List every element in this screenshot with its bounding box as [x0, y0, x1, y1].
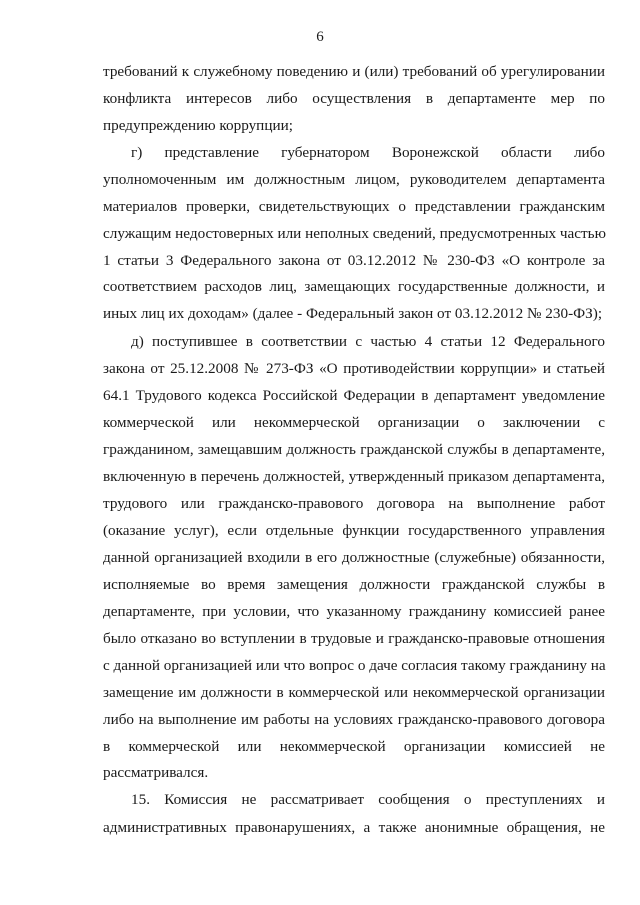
text-line: либо на выполнение им работы на условиях гражданско-правового договора	[103, 711, 605, 728]
text-line: данной организацией входили в его должностные (служебные) обязанности,	[103, 549, 605, 566]
text-line: 64.1 Трудового кодекса Российской Федерации в департамент уведомление	[103, 387, 605, 404]
page-number: 6	[316, 29, 324, 45]
text-line: иных лиц их доходам» (далее - Федеральный закон от 03.12.2012 № 230-ФЗ);	[103, 305, 603, 322]
text-line: рассматривался.	[103, 764, 209, 781]
text-line: с данной организацией или что вопрос о даче согласия такому гражданину на	[103, 657, 606, 674]
text-line: соответствием расходов лиц, замещающих государственные должности, и	[103, 278, 605, 295]
text-line: д) поступившее в соответствии с частью 4 статьи 12 Федерального	[131, 333, 605, 350]
text-line: административных правонарушениях, а также анонимные обращения, не	[103, 819, 605, 836]
text-line: служащим недостоверных или неполных сведений, предусмотренных частью	[103, 225, 606, 242]
text-line: конфликта интересов либо осуществления в департаменте мер по	[103, 90, 605, 107]
text-line: замещение им должности в коммерческой или некоммерческой организации	[103, 684, 605, 701]
text-line: (оказание услуг), если отдельные функции государственного управления	[103, 522, 605, 539]
text-line: требований к служебному поведению и (или) требований об урегулировании	[103, 63, 605, 80]
text-line: гражданином, замещавшим должность гражданской службы в департаменте,	[103, 441, 605, 458]
text-line: было отказано во вступлении в трудовые и гражданско-правовые отношения	[103, 630, 605, 647]
text-line: включенную в перечень должностей, утвержденный приказом департамента,	[103, 468, 605, 485]
text-line: департаменте, при условии, что указанному гражданину комиссией ранее	[103, 603, 605, 620]
text-line: закона от 25.12.2008 № 273-ФЗ «О противодействии коррупции» и статьей	[103, 360, 605, 377]
text-line: 1 статьи 3 Федерального закона от 03.12.2012 № 230-ФЗ «О контроле за	[103, 252, 605, 269]
text-line: уполномоченным им должностным лицом, руководителем департамента	[103, 171, 605, 188]
text-line: исполняемые во время замещения должности гражданской службы в	[103, 576, 605, 593]
text-line: коммерческой или некоммерческой организации о заключении с	[103, 414, 605, 431]
text-line: в коммерческой или некоммерческой организации комиссией не	[103, 738, 605, 755]
text-line: г) представление губернатором Воронежской области либо	[131, 144, 605, 161]
text-line: трудового или гражданско-правового договора на выполнение работ	[103, 495, 605, 512]
text-line: предупреждению коррупции;	[103, 117, 293, 134]
text-line: 15. Комиссия не рассматривает сообщения о преступлениях и	[131, 791, 605, 808]
text-line: материалов проверки, свидетельствующих о представлении гражданским	[103, 198, 605, 215]
